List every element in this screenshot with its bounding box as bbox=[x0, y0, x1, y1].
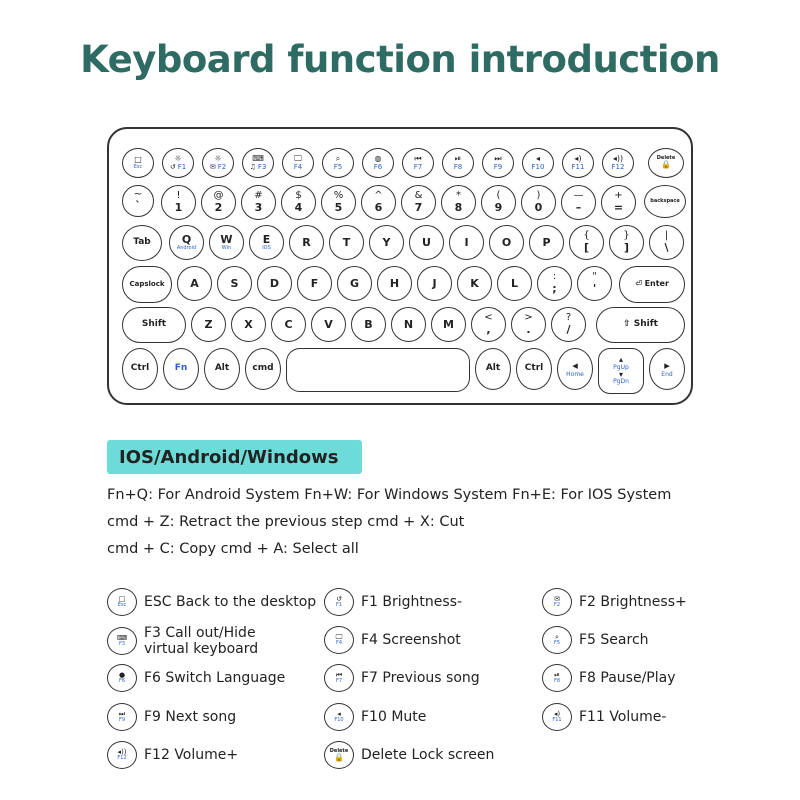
note-line-2: cmd + Z: Retract the previous step cmd + X: Cut bbox=[107, 514, 465, 530]
legend-key: 🖵 F4 bbox=[324, 626, 354, 654]
key-6: ^ 6 bbox=[361, 185, 396, 220]
mute-icon: ◂ bbox=[535, 154, 540, 164]
play-pause-icon: ⏯ bbox=[554, 671, 560, 679]
key-f5: ⌕ F5 bbox=[322, 148, 354, 178]
key-ctrl-left: Ctrl bbox=[122, 348, 158, 390]
key-y: Y bbox=[369, 225, 404, 260]
key-f8: ⏯ F8 bbox=[442, 148, 474, 178]
key-i: I bbox=[449, 225, 484, 260]
key-d: D bbox=[257, 266, 292, 301]
key-h: H bbox=[377, 266, 412, 301]
key-0: ) 0 bbox=[521, 185, 556, 220]
legend-key: □ Esc bbox=[107, 588, 137, 616]
next-song-icon: ⏭ bbox=[118, 710, 126, 718]
key-tab: Tab bbox=[122, 225, 162, 261]
brightness-down-icon: ☼ bbox=[174, 154, 182, 164]
key-k: K bbox=[457, 266, 492, 301]
key-delete: Delete 🔒 bbox=[648, 148, 684, 178]
key-1: ! 1 bbox=[161, 185, 196, 220]
legend-f7: ⏮ F7 F7 Previous song bbox=[324, 664, 480, 692]
mute-icon: ◂ bbox=[337, 710, 341, 718]
volume-down-icon: ◂) bbox=[574, 154, 582, 164]
key-alt-right: Alt bbox=[475, 348, 511, 390]
key-esc: □ Esc bbox=[122, 148, 154, 178]
key-slash: ? / bbox=[551, 307, 586, 342]
key-m: M bbox=[431, 307, 466, 342]
legend-f11: ◂) F11 F11 Volume- bbox=[542, 703, 666, 731]
key-equal: + = bbox=[601, 185, 636, 220]
legend-key: ◂)) F12 bbox=[107, 741, 137, 769]
previous-song-icon: ⏮ bbox=[335, 671, 343, 679]
brightness-up-icon: ☼ bbox=[214, 154, 222, 164]
key-l: L bbox=[497, 266, 532, 301]
key-s: S bbox=[217, 266, 252, 301]
key-enter: ⏎ Enter bbox=[619, 266, 685, 303]
key-r: R bbox=[289, 225, 324, 260]
key-f9: ⏭ F9 bbox=[482, 148, 514, 178]
key-cmd: cmd bbox=[245, 348, 281, 390]
key-z: Z bbox=[191, 307, 226, 342]
legend-key: ↺ F1 bbox=[324, 588, 354, 616]
left-arrow-icon: ◂ bbox=[572, 359, 578, 373]
key-backspace: backspace bbox=[644, 185, 686, 218]
brightness-down-icon: ↺ bbox=[336, 595, 342, 603]
key-fn: Fn bbox=[163, 348, 199, 390]
page-title: Keyboard function introduction bbox=[80, 38, 720, 81]
note-line-1: Fn+Q: For Android System Fn+W: For Windows System Fn+E: For IOS System bbox=[107, 487, 672, 503]
key-u: U bbox=[409, 225, 444, 260]
key-f: F bbox=[297, 266, 332, 301]
key-w: W Win bbox=[209, 225, 244, 260]
legend-key: ◂ F10 bbox=[324, 703, 354, 731]
key-f4: 🖵 F4 bbox=[282, 148, 314, 178]
note-line-3: cmd + C: Copy cmd + A: Select all bbox=[107, 541, 359, 557]
key-shift-right: ⇧ Shift bbox=[596, 307, 685, 343]
legend-f4: 🖵 F4 F4 Screenshot bbox=[324, 626, 461, 654]
key-t: T bbox=[329, 225, 364, 260]
legend-f12: ◂)) F12 F12 Volume+ bbox=[107, 741, 238, 769]
key-8: * 8 bbox=[441, 185, 476, 220]
key-bracket-right: } ] bbox=[609, 225, 644, 260]
key-f11: ◂) F11 bbox=[562, 148, 594, 178]
os-badge: IOS/Android/Windows bbox=[107, 440, 362, 474]
key-quote: " ' bbox=[577, 266, 612, 301]
play-pause-icon: ⏯ bbox=[454, 154, 462, 164]
keyboard-illustration bbox=[107, 127, 693, 405]
key-comma: < , bbox=[471, 307, 506, 342]
key-shift-left: Shift bbox=[122, 307, 186, 343]
key-f6: ◍ F6 bbox=[362, 148, 394, 178]
legend-key: ✉ F2 bbox=[542, 588, 572, 616]
key-4: $ 4 bbox=[281, 185, 316, 220]
brightness-up-icon: ✉ bbox=[554, 595, 560, 603]
key-backtick: ~ ` bbox=[122, 185, 154, 217]
key-o: O bbox=[489, 225, 524, 260]
key-semicolon: : ; bbox=[537, 266, 572, 301]
legend-f10: ◂ F10 F10 Mute bbox=[324, 703, 426, 731]
language-icon: ● bbox=[118, 671, 126, 679]
screenshot-icon: 🖵 bbox=[335, 633, 343, 641]
key-minus: — – bbox=[561, 185, 596, 220]
legend-key: ⏭ F9 bbox=[107, 703, 137, 731]
virtual-keyboard-icon: ⌨ bbox=[116, 634, 128, 643]
legend-delete: Delete 🔒 Delete Lock screen bbox=[324, 741, 494, 769]
key-f1: ☼ ↺ F1 bbox=[162, 148, 194, 178]
legend-f6: ● F6 F6 Switch Language bbox=[107, 664, 285, 692]
key-e: E IOS bbox=[249, 225, 284, 260]
language-icon: ◍ bbox=[374, 154, 382, 164]
key-f12: ◂)) F12 bbox=[602, 148, 634, 178]
legend-esc: □ Esc ESC Back to the desktop bbox=[107, 588, 316, 616]
legend-f2: ✉ F2 F2 Brightness+ bbox=[542, 588, 687, 616]
key-x: X bbox=[231, 307, 266, 342]
key-backslash: | \ bbox=[649, 225, 684, 260]
volume-down-icon: ◂) bbox=[553, 710, 561, 718]
key-p: P bbox=[529, 225, 564, 260]
legend-key: ⏮ F7 bbox=[324, 664, 354, 692]
key-space bbox=[286, 348, 470, 392]
key-capslock: Capslock bbox=[122, 266, 172, 303]
key-b: B bbox=[351, 307, 386, 342]
desktop-icon: □ bbox=[134, 155, 142, 165]
key-7: & 7 bbox=[401, 185, 436, 220]
legend-f5: ⌕ F5 F5 Search bbox=[542, 626, 649, 654]
legend-f9: ⏭ F9 F9 Next song bbox=[107, 703, 236, 731]
search-icon: ⌕ bbox=[555, 633, 559, 641]
key-pgup-pgdn: ▴ PgUp ▾ PgDn bbox=[598, 348, 644, 394]
volume-up-icon: ◂)) bbox=[612, 154, 624, 164]
virtual-keyboard-icon: ⌨ bbox=[252, 154, 264, 164]
key-end: ▸ End bbox=[649, 348, 685, 390]
key-2: @ 2 bbox=[201, 185, 236, 220]
key-f3: ⌨ ♫ F3 bbox=[242, 148, 274, 178]
legend-key: ⏯ F8 bbox=[542, 664, 572, 692]
desktop-icon: □ bbox=[118, 595, 126, 603]
key-3: # 3 bbox=[241, 185, 276, 220]
legend-key: ● F6 bbox=[107, 664, 137, 692]
key-alt-left: Alt bbox=[204, 348, 240, 390]
key-bracket-left: { [ bbox=[569, 225, 604, 260]
key-v: V bbox=[311, 307, 346, 342]
key-f2: ☼ ✉ F2 bbox=[202, 148, 234, 178]
key-5: % 5 bbox=[321, 185, 356, 220]
key-f10: ◂ F10 bbox=[522, 148, 554, 178]
legend-f1: ↺ F1 F1 Brightness- bbox=[324, 588, 462, 616]
key-c: C bbox=[271, 307, 306, 342]
key-f7: ⏮ F7 bbox=[402, 148, 434, 178]
lock-icon: 🔒 bbox=[334, 752, 344, 762]
right-arrow-icon: ▸ bbox=[664, 359, 670, 373]
key-j: J bbox=[417, 266, 452, 301]
legend-f3: ⌨ F3 F3 Call out/Hide virtual keyboard bbox=[107, 625, 258, 657]
legend-key: ◂) F11 bbox=[542, 703, 572, 731]
key-n: N bbox=[391, 307, 426, 342]
key-home: ◂ Home bbox=[557, 348, 593, 390]
key-g: G bbox=[337, 266, 372, 301]
key-q: Q Android bbox=[169, 225, 204, 260]
previous-song-icon: ⏮ bbox=[414, 154, 422, 164]
screenshot-icon: 🖵 bbox=[294, 154, 302, 164]
volume-up-icon: ◂)) bbox=[117, 748, 127, 756]
lock-icon: 🔒 bbox=[661, 160, 671, 170]
legend-f8: ⏯ F8 F8 Pause/Play bbox=[542, 664, 676, 692]
key-a: A bbox=[177, 266, 212, 301]
legend-key: ⌨ F3 bbox=[107, 627, 137, 655]
key-ctrl-right: Ctrl bbox=[516, 348, 552, 390]
key-9: ( 9 bbox=[481, 185, 516, 220]
legend-key: Delete 🔒 bbox=[324, 741, 354, 769]
search-icon: ⌕ bbox=[335, 154, 341, 164]
next-song-icon: ⏭ bbox=[494, 154, 502, 164]
legend-key: ⌕ F5 bbox=[542, 626, 572, 654]
up-arrow-icon: ▴ bbox=[618, 355, 623, 365]
key-period: > . bbox=[511, 307, 546, 342]
down-arrow-icon: ▾ bbox=[618, 370, 623, 379]
